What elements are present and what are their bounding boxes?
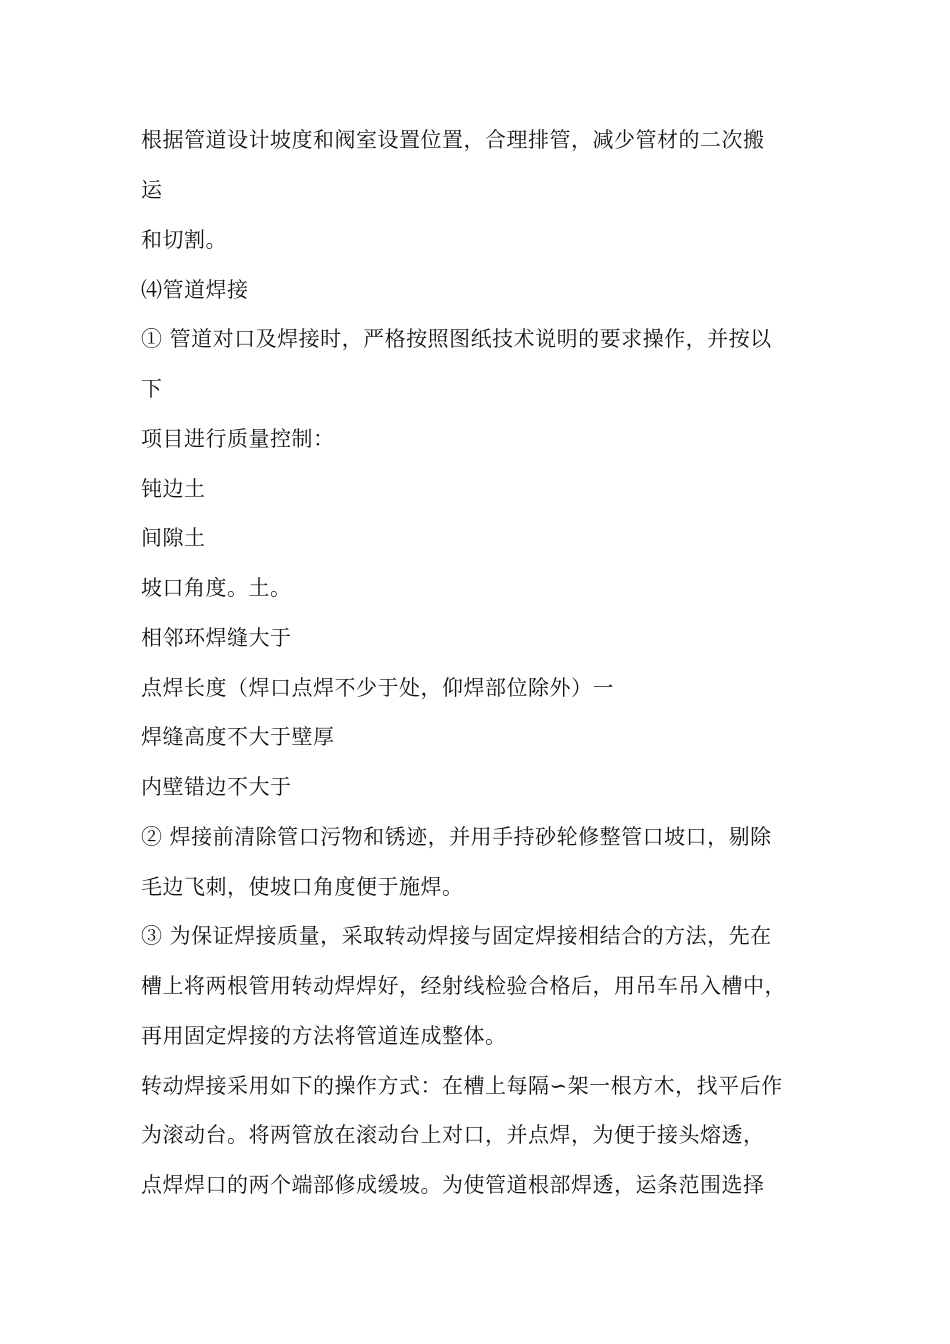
text-line: 为滚动台。将两管放在滚动台上对口，并点焊，为便于接头熔透， <box>141 1123 765 1147</box>
text-line: 毛边飞刺，使坡口角度便于施焊。 <box>141 875 464 899</box>
list-item: 焊缝高度不大于壁厚 <box>141 725 335 749</box>
list-item: 钝边土 <box>141 477 206 501</box>
list-item: 相邻环焊缝大于 <box>141 626 292 650</box>
text-line: 项目进行质量控制： <box>141 427 335 451</box>
text-line: ① 管道对口及焊接时，严格按照图纸技术说明的要求操作，并按以 <box>141 327 772 351</box>
text-line: 转动焊接采用如下的操作方式：在槽上每隔∽架一根方木，找平后作 <box>141 1074 783 1098</box>
text-line: 槽上将两根管用转动焊焊好，经射线检验合格后，用吊车吊入槽中， <box>141 974 786 998</box>
list-item: 间隙土 <box>141 526 206 550</box>
text-line: 点焊焊口的两个端部修成缓坡。为使管道根部焊透，运条范围选择 <box>141 1173 765 1197</box>
list-item: 坡口角度。土。 <box>141 576 292 600</box>
text-line: 和切割。 <box>141 228 227 252</box>
list-item: 点焊长度（焊口点焊不少于处，仰焊部位除外）一 <box>141 676 614 700</box>
text-line: ② 焊接前清除管口污物和锈迹，并用手持砂轮修整管口坡口，剔除 <box>141 825 772 849</box>
section-heading: ⑷管道焊接 <box>141 278 249 302</box>
text-line: ③ 为保证焊接质量，采取转动焊接与固定焊接相结合的方法，先在 <box>141 924 772 948</box>
text-line: 下 <box>141 377 163 401</box>
text-line: 运 <box>141 178 163 202</box>
text-line: 根据管道设计坡度和阀室设置位置，合理排管，减少管材的二次搬 <box>141 128 765 152</box>
list-item: 内壁错边不大于 <box>141 775 292 799</box>
text-line: 再用固定焊接的方法将管道连成整体。 <box>141 1024 507 1048</box>
